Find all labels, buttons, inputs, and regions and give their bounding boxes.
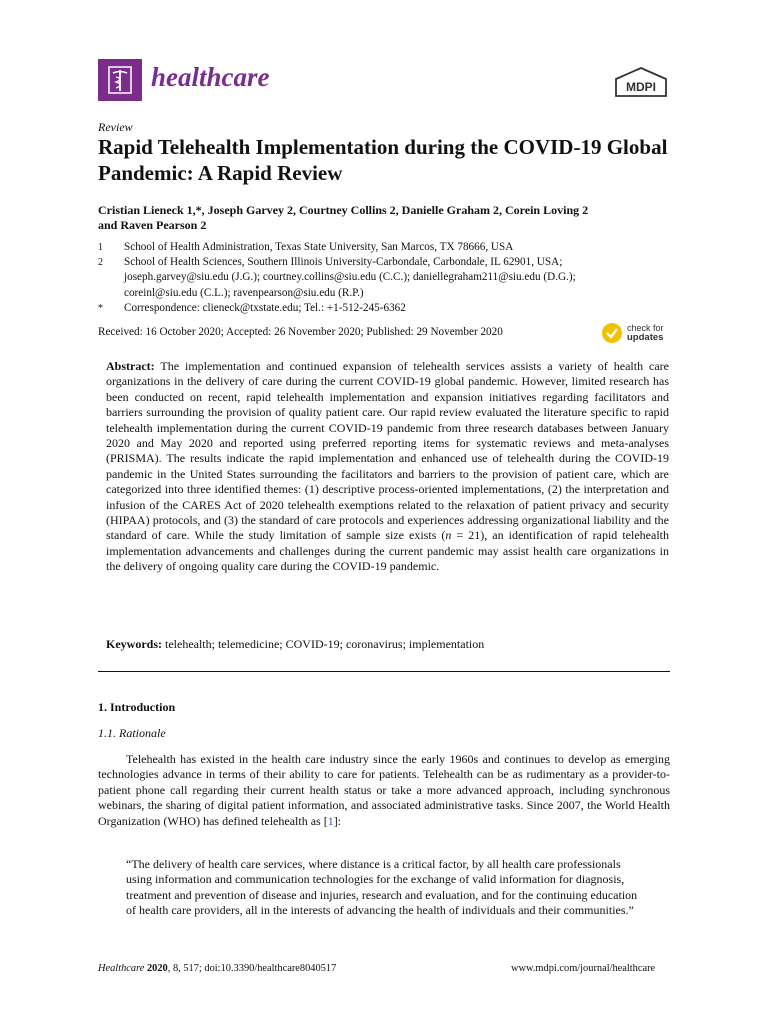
abstract [106, 359, 669, 575]
publisher-logo-text: MDPI [626, 80, 656, 94]
keywords [106, 637, 669, 652]
affiliation-2 [98, 255, 678, 270]
journal-name: healthcare [151, 62, 270, 92]
correspondence-text[interactable]: Correspondence: clieneck@txstate.edu; Tel.: +1-512-245-6362 [124, 301, 406, 314]
footer-citation-text[interactable]: , 8, 517; doi:10.3390/healthcare8040517 [167, 963, 337, 974]
divider [98, 671, 670, 672]
reference-link[interactable]: 1 [327, 813, 334, 828]
affiliation-emails[interactable]: coreinl@siu.edu (C.L.); ravenpearson@siu.edu (R.P.) [124, 286, 364, 299]
footer-citation [98, 963, 336, 974]
keywords-label: Keywords: [106, 637, 162, 651]
footer-journal: Healthcare [98, 963, 145, 974]
article-type: Review [98, 120, 133, 134]
journal-logo [98, 59, 142, 101]
updates-label [627, 324, 664, 342]
affiliation-mark [98, 286, 124, 301]
affiliation-text: School of Health Sciences, Southern Illinois University-Carbondale, Carbondale, IL 62901, USA; [124, 256, 563, 269]
affiliation-emails[interactable]: joseph.garvey@siu.edu (J.G.); courtney.collins@siu.edu (C.C.); daniellegraham211@siu.edu (D.G.); [124, 271, 576, 284]
affiliation-mark: 1 [98, 242, 103, 253]
who-definition-quote: “The delivery of health care services, where distance is a critical factor, by all health care professionals using information and communication technologies for the exchange of valid information for diagnosis, treatment and prevention of disease and injuries, research and evaluation, and for the continuing education of health care providers, all in the interests of advancing the health of individuals and their communities.” [126, 857, 638, 918]
subsection-title: 1.1. Rationale [98, 726, 166, 740]
footer-year: 2020 [146, 963, 168, 974]
updates-line-1: check for [627, 323, 664, 333]
affiliation-mark: * [98, 302, 103, 314]
author-list [98, 203, 678, 233]
paragraph-text-end: ]: [333, 813, 342, 828]
authors-line-1[interactable]: Cristian Lieneck 1,*, Joseph Garvey 2, Courtney Collins 2, Danielle Graham 2, Corein Loving 2 [98, 203, 589, 217]
intro-paragraph [98, 752, 670, 829]
check-for-updates-badge[interactable] [601, 320, 671, 346]
correspondence [98, 301, 678, 316]
affiliation-mark [98, 270, 124, 285]
affiliation-emails-1 [98, 270, 678, 285]
section-title: 1. Introduction [98, 700, 176, 714]
affiliation-emails-2 [98, 286, 678, 301]
updates-line-2: updates [627, 332, 664, 343]
keywords-text: telehealth; telemedicine; COVID-19; coronavirus; implementation [165, 637, 485, 651]
abstract-n: n [445, 528, 452, 543]
abstract-text-1: The implementation and continued expansion of telehealth services assists a variety of health care organizations in the delivery of care during the current COVID-19 global pandemic. However, limited research has been conducted on recent, rapid telehealth implementation and expansion initiatives regarding facilitators and barriers surrounding the provision of quality patient care. Our rapid review evaluated the literature specific to rapid telehealth implementation during the current COVID-19 pandemic from three research databases between January 2020 and May 2020 and reported using preferred reporting items for systematic reviews and meta-analyses (PRISMA). The results indicate the rapid implementation and enhanced use of telehealth during the COVID-19 pandemic in the United States surrounding the facilitators and barriers to the provision of patient care, which are categorized into three identified themes: (1) descriptive process-oriented implementations, (2) the interpretation and infusion of the CARES Act of 2020 telehealth exemptions related to the relaxation of patient privacy and security (HIPAA) protocols, and (3) the standard of care protocols and experiences addressing organizational liability and the standard of care. While the study limitation of sample size exists ( [106, 359, 669, 543]
paragraph-text: Telehealth has existed in the health care industry since the early 1960s and continues to develop as emerging technologies advance in terms of their ability to care for patients. Telehealth can be as rudimentary as a provider-to-patient phone call regarding their current health status or take a more advanced approach, including synchronous webinars, the sharing of digital patient information, and associated administrative tasks. Since 2007, the World Health Organization (WHO) has defined telehealth as [ [98, 752, 670, 828]
mdpi-logo [612, 66, 670, 100]
caduceus-icon [105, 64, 135, 96]
footer-url[interactable]: www.mdpi.com/journal/healthcare [511, 963, 656, 974]
article-title: Rapid Telehealth Implementation during the COVID-19 Global Pandemic: A Rapid Review [98, 135, 668, 185]
publication-dates: Received: 16 October 2020; Accepted: 26 November 2020; Published: 29 November 2020 [98, 326, 503, 338]
abstract-label: Abstract: [106, 359, 155, 373]
affiliations [98, 240, 678, 316]
affiliation-text: School of Health Administration, Texas State University, San Marcos, TX 78666, USA [124, 241, 514, 253]
affiliation-mark: 2 [98, 257, 103, 269]
affiliation-1 [98, 240, 678, 255]
authors-line-2[interactable]: and Raven Pearson 2 [98, 218, 207, 232]
abstract-text-2: = 21), an identification of rapid telehealth implementation advancements and challenges during the current pandemic may assist health care organizations in the delivery of ongoing quality care during the COVID-19 pandemic. [106, 528, 669, 574]
check-for-updates-icon [601, 322, 623, 344]
